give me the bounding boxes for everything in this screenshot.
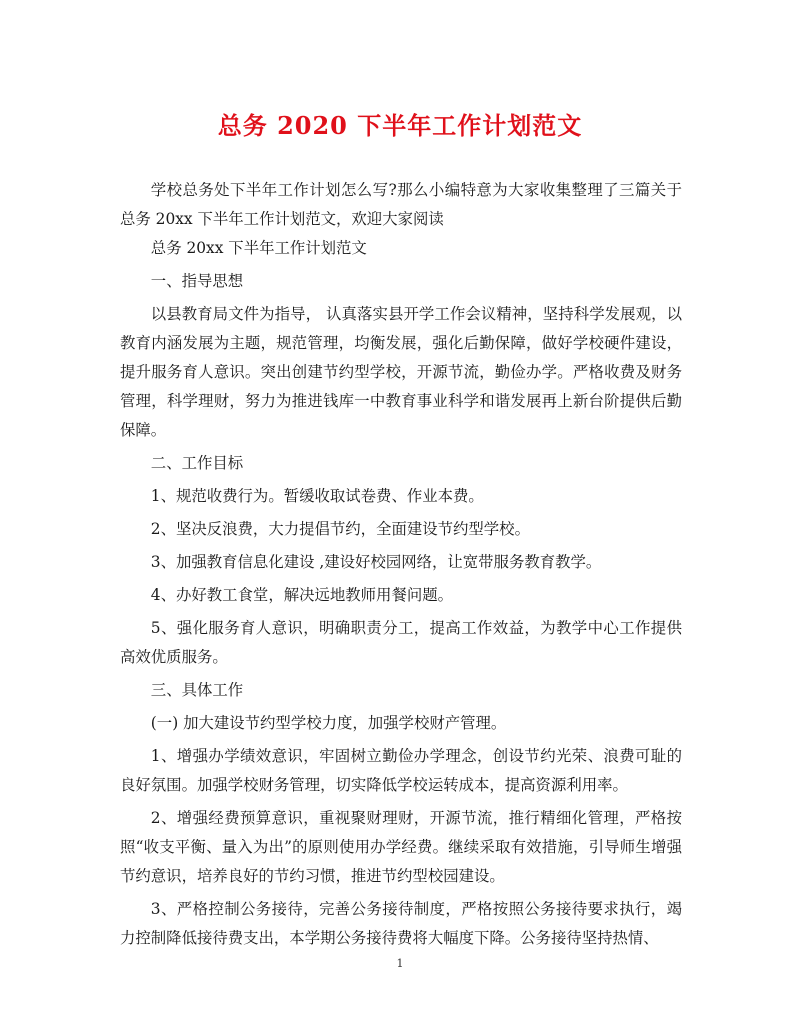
goal-item-1: 1、规范收费行为。暂缓收取试卷费、作业本费。 (150, 487, 484, 505)
goal-item-4: 4、办好教工食堂，解决远地教师用餐问题。 (150, 586, 454, 604)
guiding-thought-paragraph: 以县教育局文件为指导， 认真落实县开学工作会议精神，坚持科学发展观，以教育内涵发展为主题，规范管理，均衡发展，强化后勤保障，做好学校硬件建设，提升服务育人意识。突出创建节约型学校，开源节流，勤俭办学。严格收费及财务管理，科学理财，努力为推进钱库一中教育事业科学和谐发展再上新台阶提供后勤保障。 (120, 305, 682, 439)
work-item-1: 1、增强办学绩效意识，牢固树立勤俭办学理念，创设节约光荣、浪费可耻的良好氛围。加强学校财务管理，切实降低学校运转成本，提高资源利用率。 (120, 747, 682, 794)
section-heading-work-goals: 二、工作目标 (150, 454, 244, 472)
goal-item-2: 2、坚决反浪费，大力提倡节约，全面建设节约型学校。 (150, 520, 530, 538)
goal-item-5: 5、强化服务育人意识，明确职责分工，提高工作效益，为教学中心工作提供高效优质服务。 (120, 619, 682, 666)
intro-paragraph: 学校总务处下半年工作计划怎么写?那么小编特意为大家收集整理了三篇关于总务 20xx 下半年工作计划范文，欢迎大家阅读 (120, 181, 682, 228)
subsection-heading-1: (一) 加大建设节约型学校力度，加强学校财产管理。 (150, 714, 507, 732)
work-item-2: 2、增强经费预算意识，重视聚财理财，开源节流，推行精细化管理，严格按照“收支平衡、量入为出”的原则使用办学经费。继续采取有效措施，引导师生增强节约意识，培养良好的节约习惯，推进节约型校园建设。 (120, 809, 682, 885)
document-title: 总务 2020 下半年工作计划范文 (217, 111, 583, 140)
page-number: 1 (396, 957, 404, 970)
document-body (120, 176, 682, 957)
subtitle-paragraph: 总务 20xx 下半年工作计划范文 (150, 239, 367, 257)
goal-item-3: 3、加强教育信息化建设 ,建设好校园网络，让宽带服务教育教学。 (150, 553, 602, 571)
section-heading-specific-work: 三、具体工作 (150, 681, 244, 699)
section-heading-guiding-thought: 一、指导思想 (150, 272, 244, 290)
work-item-3: 3、严格控制公务接待，完善公务接待制度，严格按照公务接待要求执行，竭力控制降低接待费支出，本学期公务接待费将大幅度下降。公务接待坚持热情、 (120, 900, 682, 947)
